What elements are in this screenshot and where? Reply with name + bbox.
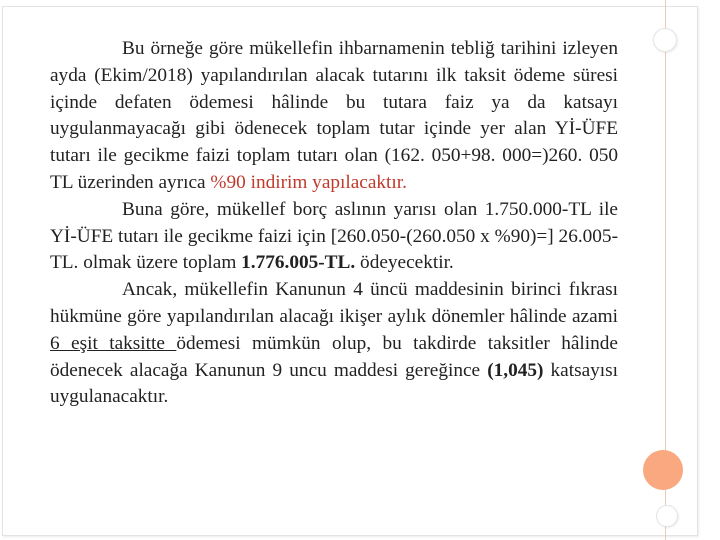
total-amount: 1.776.005-TL.	[241, 252, 356, 274]
paragraph-2-text: Buna göre, mükellef borç aslının yarısı olan 1.750.000-TL ile Yİ-ÜFE tutarı ile gecikme faizi için [260.050-(260.050 x %90)=] 26.005-TL. olmak üzere toplam	[50, 198, 618, 274]
paragraph-1-text: Bu örneğe göre mükellefin ihbarnamenin tebliğ tarihini izleyen ayda (Ekim/2018) yapılandırılan alacak tutarını ilk taksit ödeme süresi içinde defaten ödemesi hâlinde bu tutara faiz ya da katsayı uygulanmayacağı gibi ödenecek toplam tutar içinde yer alan Yİ-ÜFE tutarı ile gecikme faizi toplam tutarı olan (162. 050+98. 000=)260. 050 TL üzerinden ayrıca	[50, 38, 618, 193]
paragraph-3-text: Ancak, mükellefin Kanunun 4 üncü maddesinin birinci fıkrası hükmüne göre yapılandırılan alacağı ikişer aylık dönemler hâlinde azami	[50, 279, 618, 327]
slide-body-text	[50, 36, 618, 411]
paragraph-2	[50, 197, 618, 277]
decorative-circle-top	[653, 28, 677, 52]
paragraph-3	[50, 277, 618, 411]
decorative-circle-bottom	[656, 505, 678, 527]
paragraph-2-end: ödeyecektir.	[355, 252, 454, 274]
discount-highlight: %90 indirim yapılacaktır.	[210, 171, 407, 193]
paragraph-3-middle: ödemesi mümkün olup, bu takdirde taksitler hâlinde ödenecek alacağa Kanunun 9 uncu maddesi gereğince	[50, 332, 618, 381]
installment-underlined: 6 eşit taksitte	[50, 332, 177, 354]
decorative-circle-orange	[643, 450, 683, 490]
coefficient-value: (1,045)	[487, 359, 544, 381]
paragraph-1	[50, 36, 618, 197]
paragraph-3-end: katsayısı uygulanacaktır.	[50, 359, 619, 408]
